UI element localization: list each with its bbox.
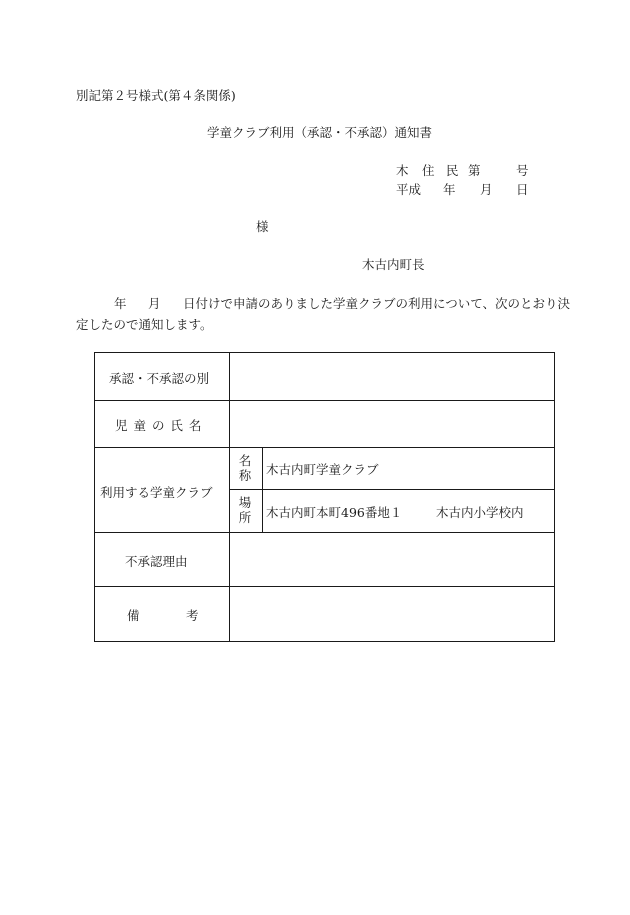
remarks-label-left: 備: [127, 608, 140, 623]
club-place-label-char: 所: [238, 510, 252, 525]
club-place-label-char: 場: [238, 495, 252, 510]
club-name-value: 木古内町学童クラブ: [266, 462, 379, 477]
child-name-label: 児 童 の 氏 名: [115, 418, 203, 433]
number-char: 号: [516, 163, 529, 178]
year-label: 年: [443, 182, 456, 197]
number-char: 第: [468, 163, 481, 178]
document-title: 学童クラブ利用（承認・不承認）通知書: [207, 125, 433, 140]
issuer-name: 木古内町長: [362, 257, 425, 272]
club-name-label-char: 名: [238, 453, 252, 468]
notice-table: [94, 352, 555, 642]
form-number-label: 別記第２号様式(第４条関係): [76, 88, 236, 103]
rejection-reason-label: 不承認理由: [125, 554, 188, 569]
row-divider: [95, 447, 554, 448]
body-year-char: 年: [114, 296, 127, 311]
month-label: 月: [480, 182, 493, 197]
row-divider: [95, 586, 554, 587]
number-char: 民: [446, 163, 459, 178]
club-label: 利用する学童クラブ: [100, 485, 213, 500]
document-date-line: [396, 180, 530, 196]
sub-row-divider: [229, 489, 554, 490]
club-name-label-char: 称: [238, 468, 252, 483]
era-label: 平成: [396, 182, 422, 197]
body-month-char: 月: [148, 296, 161, 311]
addressee-suffix: 様: [256, 219, 269, 234]
body-text-line-1: [76, 294, 571, 311]
document-number-line: [396, 161, 530, 177]
row-divider: [95, 532, 554, 533]
remarks-label-right: 考: [186, 608, 199, 623]
club-place-label: [237, 495, 253, 525]
approval-status-label: 承認・不承認の別: [109, 371, 210, 386]
day-label: 日: [516, 182, 529, 197]
body-text-line-2: 定したので通知します。: [76, 317, 213, 332]
number-char: 住: [422, 163, 435, 178]
club-name-label: [237, 453, 253, 483]
club-school-value: 木古内小学校内: [436, 505, 524, 520]
club-address-value: 木古内町本町496番地１: [266, 505, 403, 520]
sub-label-column-divider: [262, 447, 263, 532]
row-divider: [95, 400, 554, 401]
label-column-divider: [229, 353, 230, 641]
number-char: 木: [396, 163, 409, 178]
body-sentence: 日付けで申請のありました学童クラブの利用について、次のとおり決: [183, 296, 571, 311]
